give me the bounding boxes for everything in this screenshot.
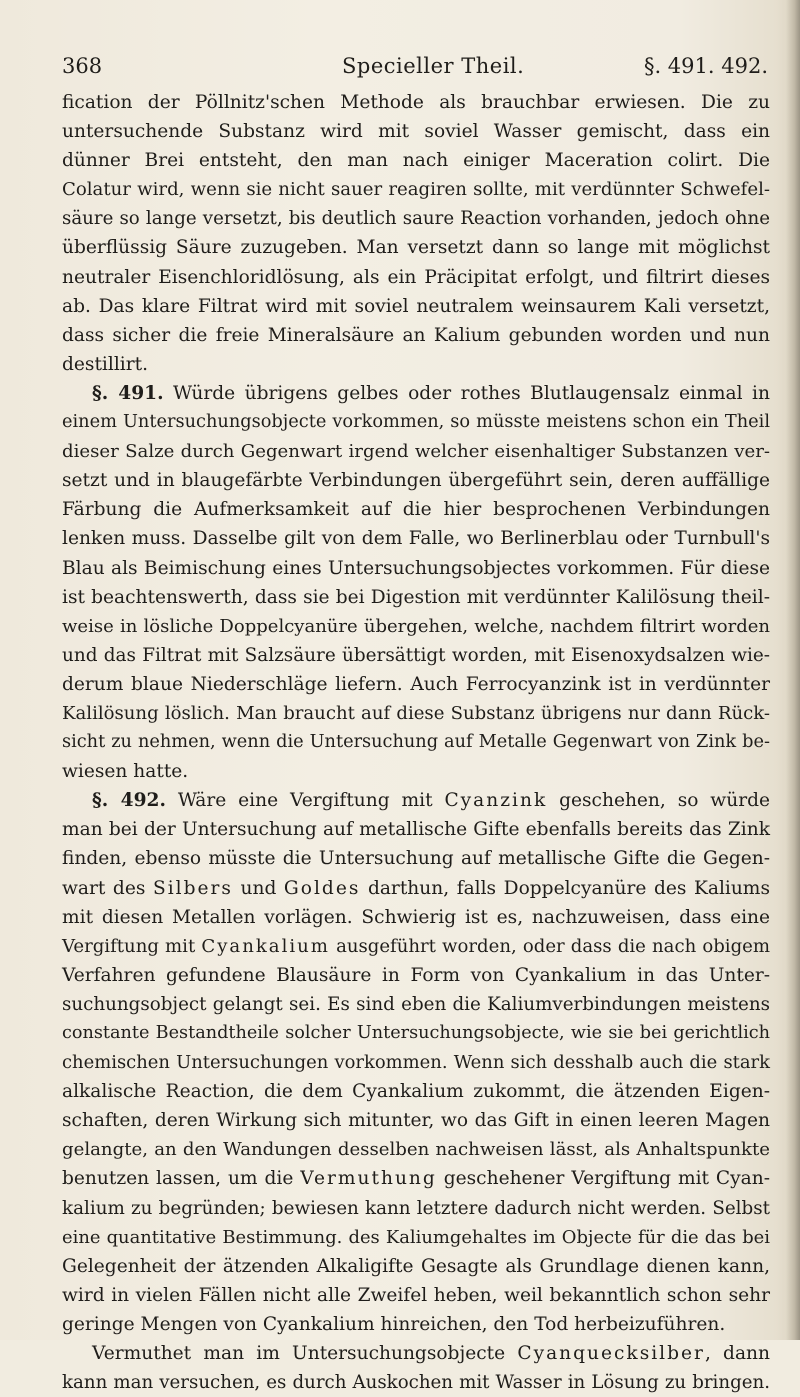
line-text: und (232, 877, 284, 899)
line-text: wart des (62, 877, 153, 899)
text-line (62, 466, 770, 495)
text-line (62, 641, 770, 670)
line-text: gelangte, an den Wandungen desselben nachweisen lässt, als Anhaltspunkte (62, 1139, 770, 1161)
line-text: , dann (704, 1343, 770, 1365)
spaced-term: Cyanzink (444, 790, 548, 812)
spaced-term: Cyankalium (201, 935, 330, 957)
line-text: dünner Brei entsteht, den man nach einiger Maceration colirt. Die (62, 150, 770, 172)
line-text: chemischen Untersuchungen vorkommen. Wenn sich desshalb auch die stark (62, 1052, 770, 1074)
line-text: finden, ebenso müsste die Untersuchung auf metallische Gifte die Gegen- (62, 848, 770, 870)
text-line (62, 757, 770, 786)
line-text: kann man versuchen, es durch Auskochen mit Wasser in Lösung zu bringen. (62, 1372, 770, 1394)
spaced-term: Goldes (283, 877, 361, 899)
text-line (62, 495, 770, 524)
text-line (62, 379, 770, 408)
text-line (62, 815, 770, 844)
line-text: alkalische Reaction, die dem Cyankalium zukommt, die ätzenden Eigen- (62, 1081, 770, 1103)
text-line (62, 786, 770, 815)
running-title: Specieller Theil. (342, 54, 525, 78)
text-line (62, 1194, 770, 1223)
line-text: wird in vielen Fällen nicht alle Zweifel heben, weil bekanntlich schon sehr (62, 1284, 770, 1306)
line-text: benutzen lassen, um die (62, 1168, 301, 1190)
section-marker: §. 491. 492. (643, 54, 768, 78)
line-text: Würde übrigens gelbes oder rothes Blutlaugensalz einmal in (163, 382, 770, 404)
line-text: setzt und in blaugefärbte Verbindungen übergeführt sein, deren auffällige (62, 470, 770, 492)
line-text: weise in lösliche Doppelcyanüre übergehen, welche, nachdem filtrirt worden (62, 615, 770, 637)
line-text: derum blaue Niederschläge liefern. Auch Ferrocyanzink ist in verdünnter (62, 673, 770, 695)
line-text: und das Filtrat mit Salzsäure übersättigt worden, mit Eisenoxydsalzen wie- (62, 644, 770, 666)
line-text: constante Bestandtheile solcher Untersuchungsobjecte, wie sie bei gerichtlich (62, 1023, 770, 1043)
text-line (62, 146, 770, 175)
line-text: man bei der Untersuchung auf metallische Gifte ebenfalls bereits das Zink (62, 819, 770, 841)
line-text: suchungsobject gelangt sei. Es sind eben die Kaliumverbindungen meistens (62, 993, 770, 1015)
line-text: Wäre eine Vergiftung mit (165, 790, 445, 812)
line-text: Färbung die Aufmerksamkeit auf die hier besprochenen Verbindungen (62, 499, 770, 521)
line-text: ab. Das klare Filtrat wird mit soviel neutralem weinsaurem Kali versetzt, (62, 295, 770, 317)
line-text: lenken muss. Dasselbe gilt von dem Falle, wo Berlinerblau oder Turnbull's (62, 528, 770, 550)
text-line (62, 1281, 770, 1310)
line-text: Colatur wird, wenn sie nicht sauer reagiren sollte, mit verdünnter Schwefel- (62, 179, 770, 201)
text-line (62, 699, 770, 728)
text-line (62, 1077, 770, 1106)
text-line (62, 932, 770, 961)
line-text: überflüssig Säure zuzugeben. Man versetzt dann so lange mit möglichst (62, 237, 770, 259)
line-text: Blau als Beimischung eines Untersuchungsobjectes vorkommen. Für diese (62, 557, 770, 579)
line-text: geschehener Vergiftung mit Cyan- (436, 1168, 770, 1190)
text-line (62, 292, 770, 321)
text-line (62, 554, 770, 583)
text-line (62, 612, 770, 641)
text-line (62, 233, 770, 262)
line-text: dass sicher die freie Mineralsäure an Kalium gebunden worden und nun (62, 324, 770, 346)
line-text: geringe Mengen von Cyankalium hinreichen, den Tod herbeizuführen. (62, 1313, 726, 1335)
line-text: wiesen hatte. (62, 761, 189, 783)
text-line (62, 204, 770, 233)
text-line (62, 1368, 770, 1397)
text-line (62, 117, 770, 146)
line-text: geschehen, so würde (547, 790, 770, 812)
text-line (62, 1223, 770, 1252)
text-line (62, 1135, 770, 1164)
page-edge-shadow (786, 0, 800, 1340)
section-number: §. 491. (92, 382, 164, 404)
text-line (62, 524, 770, 553)
line-text: kalium zu begründen; bewiesen kann letztere dadurch nicht werden. Selbst (62, 1197, 770, 1219)
line-text: Kalilösung löslich. Man braucht auf diese Substanz übrigens nur dann Rück- (62, 702, 770, 724)
line-text: eine quantitative Bestimmung. des Kaliumgehaltes im Objecte für die das bei (62, 1226, 770, 1248)
text-line (62, 903, 770, 932)
line-text: sicht zu nehmen, wenn die Untersuchung auf Metalle Gegenwart von Zink be- (62, 732, 770, 753)
text-line (62, 263, 770, 292)
line-text: mit diesen Metallen vorlägen. Schwierig ist es, nachzuweisen, dass eine (62, 906, 770, 928)
spaced-term: Vermuthung (300, 1168, 437, 1190)
spaced-term: Silbers (152, 877, 233, 899)
line-text: destillirt. (62, 353, 148, 375)
text-line (62, 1106, 770, 1135)
page-number: 368 (62, 54, 103, 78)
text-line (62, 670, 770, 699)
text-line (62, 1048, 770, 1077)
spaced-term: Cyanquecksilber (517, 1343, 705, 1365)
text-line (62, 874, 770, 903)
text-line (62, 1339, 770, 1368)
text-line (62, 1310, 770, 1339)
line-text: untersuchende Substanz wird mit soviel Wasser gemischt, dass ein (62, 121, 770, 143)
line-text: Gelegenheit der ätzenden Alkaligifte Gesagte als Grundlage dienen kann, (62, 1255, 770, 1277)
text-line (62, 1252, 770, 1281)
line-text: Vermuthet man im Untersuchungsobjecte (92, 1343, 518, 1365)
line-text: dieser Salze durch Gegenwart irgend welcher eisenhaltiger Substanzen ver- (62, 441, 770, 463)
line-text: fication der Pöllnitz'schen Methode als brauchbar erwiesen. Die zu (62, 92, 770, 113)
text-line (62, 1019, 770, 1048)
line-text: Vergiftung mit (62, 935, 202, 957)
line-text: darthun, falls Doppelcyanüre des Kaliums (360, 877, 770, 899)
line-text: ausgeführt worden, oder dass die nach obigem (329, 935, 770, 957)
text-line (62, 321, 770, 350)
text-line (62, 88, 770, 117)
line-text: einem Untersuchungsobjecte vorkommen, so müsste meistens schon ein Theil (62, 412, 770, 433)
line-text: Verfahren gefundene Blausäure in Form von Cyankalium in das Unter- (62, 964, 770, 986)
text-line (62, 408, 770, 437)
text-line (62, 728, 770, 757)
line-text: schaften, deren Wirkung sich mitunter, wo das Gift in einen leeren Magen (62, 1110, 770, 1132)
text-line (62, 844, 770, 873)
body-text (62, 88, 770, 1397)
text-line (62, 350, 770, 379)
section-number: §. 492. (92, 790, 166, 812)
text-line (62, 583, 770, 612)
line-text: neutraler Eisenchloridlösung, als ein Präcipitat erfolgt, und filtrirt dieses (62, 266, 770, 288)
text-line (62, 437, 770, 466)
line-text: ist beachtenswerth, dass sie bei Digestion mit verdünnter Kalilösung theil- (62, 586, 770, 608)
text-line (62, 175, 770, 204)
line-text: säure so lange versetzt, bis deutlich saure Reaction vorhanden, jedoch ohne (62, 208, 770, 230)
text-line (62, 1164, 770, 1193)
running-header (62, 50, 768, 82)
text-line (62, 990, 770, 1019)
text-line (62, 961, 770, 990)
